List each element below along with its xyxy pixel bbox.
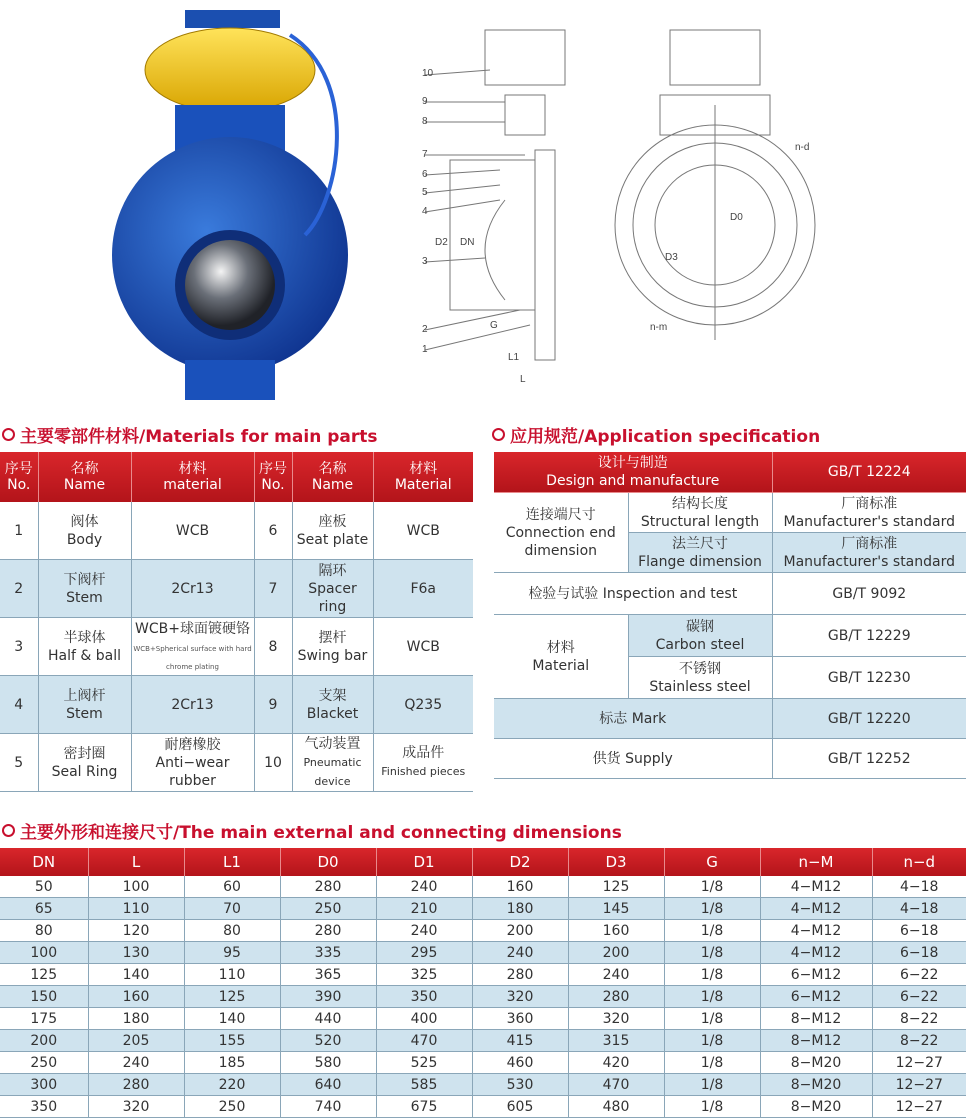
table-cell: 1/8 [664, 1008, 760, 1030]
table-cell: 360 [472, 1008, 568, 1030]
table-cell: 65 [0, 898, 88, 920]
table-cell: 205 [88, 1030, 184, 1052]
table-cell: 200 [472, 920, 568, 942]
bullet-icon [2, 428, 15, 441]
callout-10: 10 [422, 68, 434, 79]
table-cell: 125 [0, 964, 88, 986]
spec-header-row: 设计与制造 Design and manufacture GB/T 12224 [494, 452, 966, 493]
table-cell: 200 [568, 942, 664, 964]
table-cell: 240 [88, 1052, 184, 1074]
table-cell: 220 [184, 1074, 280, 1096]
table-cell: 8−M12 [760, 1008, 872, 1030]
table-cell: 6−18 [872, 942, 966, 964]
table-cell: 60 [184, 876, 280, 898]
table-row: 4 上阀杆 Stem 2Cr13 9 支架 Blacket Q235 [0, 676, 473, 734]
table-cell: 605 [472, 1096, 568, 1118]
callout-5: 5 [422, 187, 428, 198]
table-cell: 580 [280, 1052, 376, 1074]
callout-9: 9 [422, 96, 428, 107]
callout-7: 7 [422, 149, 428, 160]
callout-4: 4 [422, 206, 428, 217]
table-cell: 1/8 [664, 964, 760, 986]
table-cell: 470 [376, 1030, 472, 1052]
col-material-2: 材料 Material [373, 452, 473, 502]
dims-title: 主要外形和连接尺寸/The main external and connecting dimensions [2, 818, 622, 843]
table-cell: 320 [88, 1096, 184, 1118]
table-cell: 110 [88, 898, 184, 920]
table-cell: 1/8 [664, 986, 760, 1008]
table-cell: 460 [472, 1052, 568, 1074]
table-cell: 6−M12 [760, 986, 872, 1008]
table-cell: 250 [184, 1096, 280, 1118]
table-cell: 240 [472, 942, 568, 964]
table-cell: 6−22 [872, 986, 966, 1008]
label-nm: n-m [650, 322, 668, 333]
table-cell: 1/8 [664, 1052, 760, 1074]
valve-photo [80, 0, 380, 410]
table-cell: 130 [88, 942, 184, 964]
table-cell: 180 [88, 1008, 184, 1030]
table-cell: 4−M12 [760, 942, 872, 964]
table-cell: 4−18 [872, 898, 966, 920]
table-cell: 415 [472, 1030, 568, 1052]
table-cell: 240 [376, 920, 472, 942]
table-cell: 6−M12 [760, 964, 872, 986]
table-cell: 8−22 [872, 1008, 966, 1030]
table-cell: 280 [568, 986, 664, 1008]
table-cell: 4−M12 [760, 898, 872, 920]
table-cell: 12−27 [872, 1074, 966, 1096]
table-cell: 325 [376, 964, 472, 986]
materials-header-row [0, 452, 473, 502]
table-cell: 150 [0, 986, 88, 1008]
col-material: 材料 material [131, 452, 254, 502]
table-row: 法兰尺寸 Flange dimension 厂商标准 Manufacturer's standard [494, 533, 966, 573]
table-cell: 240 [376, 876, 472, 898]
table-cell: 440 [280, 1008, 376, 1030]
label-l: L [520, 374, 526, 385]
table-cell: 125 [568, 876, 664, 898]
table-row [0, 964, 966, 986]
table-cell: 420 [568, 1052, 664, 1074]
table-row: 标志 Mark GB/T 12220 [494, 699, 966, 739]
table-row [0, 1030, 966, 1052]
table-cell: 240 [568, 964, 664, 986]
table-row [0, 920, 966, 942]
table-row: 2 下阀杆 Stem 2Cr13 7 隔环 Spacer ring F6a [0, 560, 473, 618]
materials-title: 主要零部件材料/Materials for main parts [2, 422, 377, 447]
table-cell: 280 [280, 876, 376, 898]
table-cell: 100 [0, 942, 88, 964]
table-cell: 100 [88, 876, 184, 898]
table-cell: 8−M20 [760, 1074, 872, 1096]
table-cell: 160 [472, 876, 568, 898]
table-row: 3 半球体 Half & ball WCB+球面镀硬铬 WCB+Spherical surface with hard chrome plating 8 摆杆 Swing bar WCB [0, 618, 473, 676]
spec-title: 应用规范/Application specification [492, 422, 820, 447]
table-cell: 140 [184, 1008, 280, 1030]
table-row [0, 1074, 966, 1096]
label-d0: D0 [730, 212, 743, 223]
table-cell: 140 [88, 964, 184, 986]
table-cell: 280 [280, 920, 376, 942]
table-cell: 210 [376, 898, 472, 920]
front-drawing [610, 10, 830, 350]
callout-1: 1 [422, 344, 428, 355]
label-d2: D2 [435, 237, 448, 248]
table-cell: 50 [0, 876, 88, 898]
table-cell: 175 [0, 1008, 88, 1030]
table-row: 连接端尺寸 Connection end dimension 结构长度 Structural length 厂商标准 Manufacturer's standard [494, 493, 966, 533]
table-cell: 70 [184, 898, 280, 920]
table-cell: 350 [376, 986, 472, 1008]
table-cell: 1/8 [664, 1096, 760, 1118]
table-cell: 8−22 [872, 1030, 966, 1052]
table-row [0, 898, 966, 920]
table-cell: 1/8 [664, 920, 760, 942]
bullet-icon [492, 428, 505, 441]
table-cell: 8−M20 [760, 1096, 872, 1118]
table-cell: 280 [88, 1074, 184, 1096]
label-nd: n-d [795, 142, 810, 153]
table-cell: 280 [472, 964, 568, 986]
col-no: 序号 No. [0, 452, 38, 502]
table-row: 不锈钢 Stainless steel GB/T 12230 [494, 657, 966, 699]
table-cell: 160 [568, 920, 664, 942]
table-row: 1 阀体 Body WCB 6 座板 Seat plate WCB [0, 502, 473, 560]
table-row: 5 密封圈 Seal Ring 耐磨橡胶 Anti−wear rubber 10 气动装置 Pneumatic device 成品件 Finished pieces [0, 734, 473, 792]
section-drawing [405, 10, 595, 390]
materials-table [0, 452, 473, 792]
table-cell: 250 [0, 1052, 88, 1074]
table-row [0, 1052, 966, 1074]
table-row: 检验与试验 Inspection and test GB/T 9092 [494, 573, 966, 615]
label-l1: L1 [508, 352, 520, 363]
table-cell: 1/8 [664, 898, 760, 920]
table-row [0, 876, 966, 898]
table-cell: 740 [280, 1096, 376, 1118]
table-cell: 480 [568, 1096, 664, 1118]
callout-6: 6 [422, 169, 428, 180]
table-row [0, 1008, 966, 1030]
table-row [0, 942, 966, 964]
table-cell: 390 [280, 986, 376, 1008]
table-cell: 160 [88, 986, 184, 1008]
table-cell: 110 [184, 964, 280, 986]
table-row [0, 1096, 966, 1118]
label-d3: D3 [665, 252, 678, 263]
table-cell: 185 [184, 1052, 280, 1074]
col-no-2: 序号 No. [254, 452, 292, 502]
table-cell: 155 [184, 1030, 280, 1052]
table-cell: 125 [184, 986, 280, 1008]
table-cell: 80 [184, 920, 280, 942]
table-cell: 6−18 [872, 920, 966, 942]
table-cell: 80 [0, 920, 88, 942]
callout-2: 2 [422, 324, 428, 335]
table-cell: 200 [0, 1030, 88, 1052]
label-dn: DN [460, 237, 475, 248]
table-cell: 520 [280, 1030, 376, 1052]
table-cell: 250 [280, 898, 376, 920]
table-cell: 4−M12 [760, 920, 872, 942]
dimensions-table [0, 848, 966, 1118]
table-cell: 1/8 [664, 1030, 760, 1052]
callout-8: 8 [422, 116, 428, 127]
table-cell: 8−M20 [760, 1052, 872, 1074]
label-g: G [490, 320, 498, 331]
dims-header-row: DN L L1 D0 D1 D2 D3 G n−M n−d [0, 848, 966, 876]
table-cell: 315 [568, 1030, 664, 1052]
table-cell: 12−27 [872, 1096, 966, 1118]
table-cell: 95 [184, 942, 280, 964]
bullet-icon [2, 824, 15, 837]
table-cell: 4−18 [872, 876, 966, 898]
callout-3: 3 [422, 256, 428, 267]
table-cell: 400 [376, 1008, 472, 1030]
table-cell: 470 [568, 1074, 664, 1096]
table-cell: 1/8 [664, 1074, 760, 1096]
table-cell: 145 [568, 898, 664, 920]
table-row [0, 986, 966, 1008]
table-cell: 4−M12 [760, 876, 872, 898]
table-cell: 335 [280, 942, 376, 964]
table-cell: 525 [376, 1052, 472, 1074]
table-cell: 350 [0, 1096, 88, 1118]
table-cell: 295 [376, 942, 472, 964]
table-cell: 1/8 [664, 942, 760, 964]
table-cell: 180 [472, 898, 568, 920]
table-row: 供货 Supply GB/T 12252 [494, 739, 966, 779]
col-name: 名称 Name [38, 452, 131, 502]
table-cell: 320 [568, 1008, 664, 1030]
table-cell: 8−M12 [760, 1030, 872, 1052]
table-cell: 320 [472, 986, 568, 1008]
table-cell: 585 [376, 1074, 472, 1096]
spec-table [494, 452, 966, 779]
table-row: 材料 Material 碳钢 Carbon steel GB/T 12229 [494, 615, 966, 657]
table-cell: 1/8 [664, 876, 760, 898]
table-cell: 120 [88, 920, 184, 942]
table-cell: 530 [472, 1074, 568, 1096]
table-cell: 6−22 [872, 964, 966, 986]
table-cell: 365 [280, 964, 376, 986]
table-cell: 675 [376, 1096, 472, 1118]
table-cell: 300 [0, 1074, 88, 1096]
table-cell: 12−27 [872, 1052, 966, 1074]
table-cell: 640 [280, 1074, 376, 1096]
col-name-2: 名称 Name [292, 452, 373, 502]
